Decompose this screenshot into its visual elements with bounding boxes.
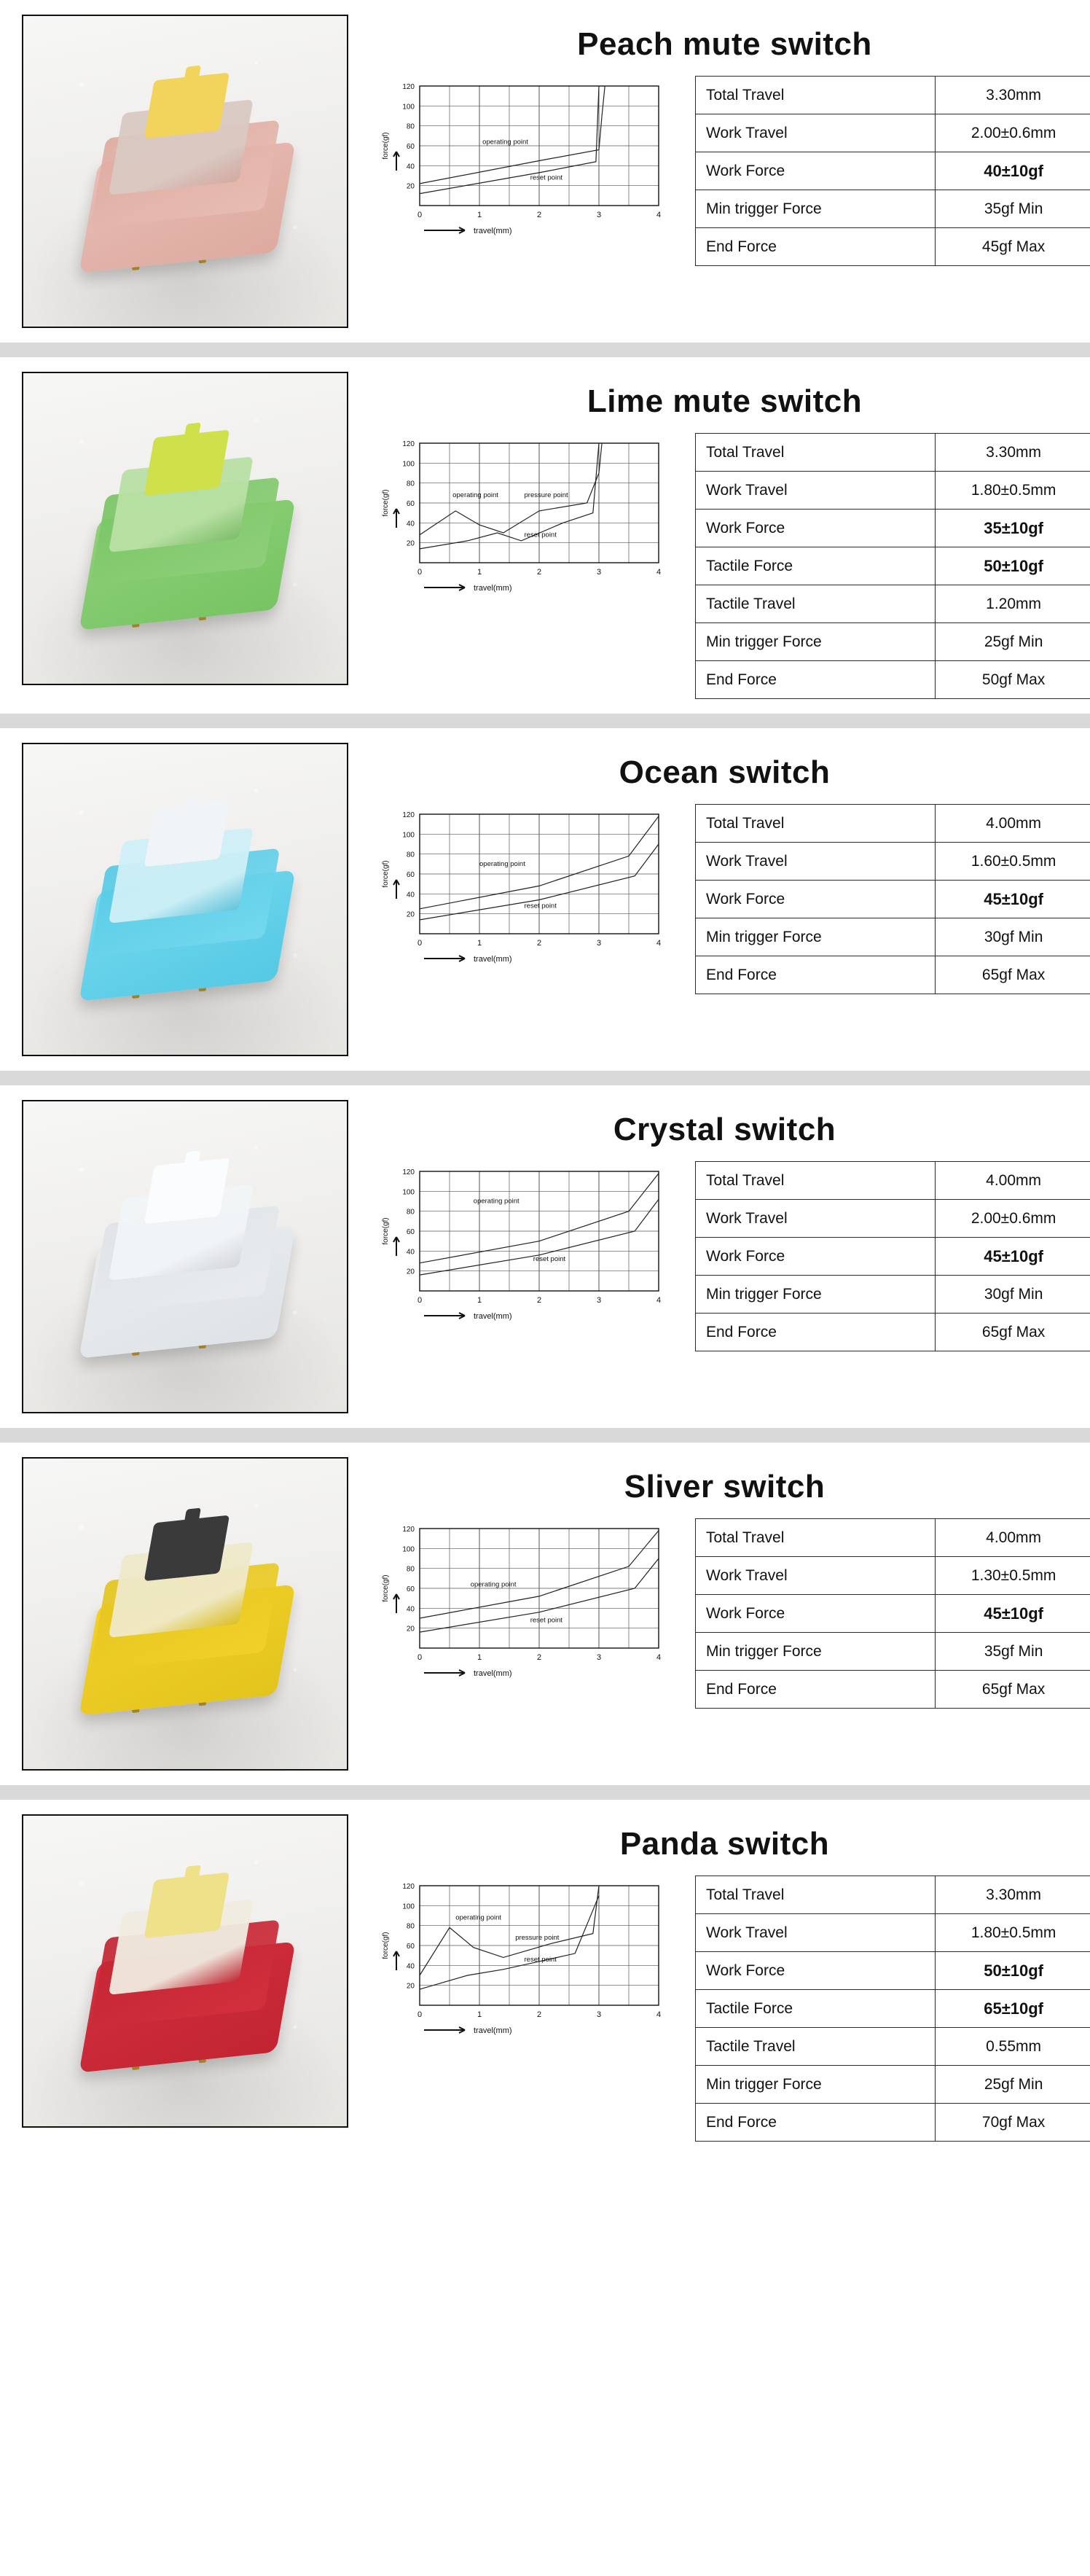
spec-value: 0.55mm xyxy=(936,2028,1090,2066)
svg-text:80: 80 xyxy=(406,851,415,859)
table-row xyxy=(696,472,1090,510)
spec-label: Work Travel xyxy=(696,472,936,510)
svg-text:40: 40 xyxy=(406,1962,415,1971)
table-row xyxy=(696,2066,1090,2104)
section-divider xyxy=(0,1428,1090,1443)
table-row xyxy=(696,956,1090,994)
spec-label: Work Travel xyxy=(696,1200,936,1238)
svg-text:force(gf): force(gf) xyxy=(382,489,390,517)
spec-value: 45±10gf xyxy=(936,881,1090,918)
spec-value: 45±10gf xyxy=(936,1238,1090,1276)
spec-label: Work Force xyxy=(696,881,936,918)
svg-text:reset point: reset point xyxy=(533,1255,566,1263)
spec-label: Min trigger Force xyxy=(696,918,936,956)
spec-label: Work Travel xyxy=(696,843,936,881)
svg-text:40: 40 xyxy=(406,163,415,171)
svg-text:4: 4 xyxy=(656,1653,662,1662)
spec-label: Work Force xyxy=(696,510,936,547)
svg-text:120: 120 xyxy=(402,1883,415,1891)
svg-text:20: 20 xyxy=(406,910,415,919)
svg-text:0: 0 xyxy=(417,2010,423,2019)
spec-label: End Force xyxy=(696,661,936,699)
spec-value: 4.00mm xyxy=(936,1162,1090,1200)
svg-text:2: 2 xyxy=(536,1653,542,1662)
svg-text:1: 1 xyxy=(477,568,482,577)
spec-value: 25gf Min xyxy=(936,623,1090,661)
svg-text:3: 3 xyxy=(596,1296,602,1305)
table-row xyxy=(696,1914,1090,1952)
svg-text:4: 4 xyxy=(656,2010,662,2019)
spec-value: 50±10gf xyxy=(936,1952,1090,1990)
svg-text:120: 120 xyxy=(402,811,415,819)
svg-text:reset point: reset point xyxy=(530,1616,563,1625)
svg-text:operating point: operating point xyxy=(470,1580,517,1589)
force-travel-chart-4 xyxy=(377,1518,669,1686)
svg-text:40: 40 xyxy=(406,891,415,899)
spec-value: 65gf Max xyxy=(936,1671,1090,1709)
table-row xyxy=(696,1557,1090,1595)
table-row xyxy=(696,77,1090,114)
spec-table xyxy=(695,1518,1090,1709)
table-row xyxy=(696,434,1090,472)
spec-value: 1.80±0.5mm xyxy=(936,1914,1090,1952)
section-divider xyxy=(0,1071,1090,1085)
spec-table xyxy=(695,1161,1090,1351)
svg-text:2: 2 xyxy=(536,1296,542,1305)
spec-label: Total Travel xyxy=(696,77,936,114)
switch-title: Lime mute switch xyxy=(587,383,863,419)
switch-section-ocean-switch xyxy=(0,728,1090,1071)
svg-text:force(gf): force(gf) xyxy=(382,132,390,160)
spec-value: 40±10gf xyxy=(936,152,1090,190)
force-travel-chart-1 xyxy=(377,433,669,601)
spec-value: 3.30mm xyxy=(936,434,1090,472)
table-row xyxy=(696,1519,1090,1557)
switch-illustration xyxy=(70,1141,310,1375)
svg-text:60: 60 xyxy=(406,1585,415,1593)
svg-text:120: 120 xyxy=(402,83,415,91)
svg-text:travel(mm): travel(mm) xyxy=(474,227,512,235)
svg-text:2: 2 xyxy=(536,211,542,219)
section-divider xyxy=(0,714,1090,728)
switch-section-panda-switch xyxy=(0,1800,1090,2156)
switch-title: Panda switch xyxy=(619,1826,830,1862)
spec-value: 1.30±0.5mm xyxy=(936,1557,1090,1595)
svg-text:operating point: operating point xyxy=(473,1197,519,1206)
svg-text:100: 100 xyxy=(402,1545,415,1554)
spec-value: 30gf Min xyxy=(936,1276,1090,1314)
svg-text:60: 60 xyxy=(406,500,415,508)
svg-text:40: 40 xyxy=(406,1605,415,1614)
table-row xyxy=(696,547,1090,585)
spec-table-container xyxy=(695,1161,1090,1351)
svg-text:1: 1 xyxy=(477,211,482,219)
spec-value: 3.30mm xyxy=(936,1876,1090,1914)
svg-text:80: 80 xyxy=(406,1565,415,1574)
spec-label: Min trigger Force xyxy=(696,1633,936,1671)
spec-value: 2.00±0.6mm xyxy=(936,1200,1090,1238)
switch-stem xyxy=(144,429,230,496)
svg-text:pressure point: pressure point xyxy=(515,1933,560,1942)
spec-label: Min trigger Force xyxy=(696,623,936,661)
svg-text:0: 0 xyxy=(417,211,423,219)
switch-photo-container-sliver-switch xyxy=(0,1443,357,1785)
svg-text:100: 100 xyxy=(402,103,415,112)
switch-title: Ocean switch xyxy=(619,754,831,790)
spec-value: 50±10gf xyxy=(936,547,1090,585)
spec-table xyxy=(695,804,1090,994)
switch-photo-container-ocean-switch xyxy=(0,728,357,1071)
table-row xyxy=(696,805,1090,843)
chart-container xyxy=(377,804,676,972)
spec-label: Tactile Travel xyxy=(696,585,936,623)
chart-container xyxy=(377,76,676,243)
svg-text:3: 3 xyxy=(596,1653,602,1662)
svg-text:reset point: reset point xyxy=(530,173,563,182)
table-row xyxy=(696,510,1090,547)
svg-text:operating point: operating point xyxy=(479,860,525,869)
switch-stem xyxy=(144,1872,230,1938)
switch-section-lime-mute-switch xyxy=(0,357,1090,714)
table-row xyxy=(696,1238,1090,1276)
svg-text:4: 4 xyxy=(656,211,662,219)
spec-label: End Force xyxy=(696,956,936,994)
table-row xyxy=(696,190,1090,228)
table-row xyxy=(696,1200,1090,1238)
switch-info-lime-mute-switch xyxy=(357,357,1090,714)
svg-text:force(gf): force(gf) xyxy=(382,1217,390,1245)
table-row xyxy=(696,585,1090,623)
spec-label: Tactile Travel xyxy=(696,2028,936,2066)
svg-text:operating point: operating point xyxy=(455,1913,502,1922)
spec-value: 1.60±0.5mm xyxy=(936,843,1090,881)
switch-photo-peach-mute-switch xyxy=(22,15,348,328)
spec-table-container xyxy=(695,804,1090,994)
spec-value: 1.80±0.5mm xyxy=(936,472,1090,510)
svg-text:40: 40 xyxy=(406,1248,415,1257)
table-row xyxy=(696,661,1090,699)
switch-photo-container-panda-switch xyxy=(0,1800,357,2142)
switch-illustration xyxy=(70,1499,310,1732)
spec-label: Work Travel xyxy=(696,1557,936,1595)
spec-label: Tactile Force xyxy=(696,547,936,585)
svg-text:0: 0 xyxy=(417,1296,423,1305)
spec-value: 3.30mm xyxy=(936,77,1090,114)
switch-photo-lime-mute-switch xyxy=(22,372,348,685)
table-row xyxy=(696,1595,1090,1633)
svg-text:0: 0 xyxy=(417,939,423,948)
spec-table xyxy=(695,76,1090,266)
spec-label: End Force xyxy=(696,1314,936,1351)
switch-illustration xyxy=(70,413,310,647)
table-row xyxy=(696,1276,1090,1314)
chart-container xyxy=(377,1518,676,1686)
switch-illustration xyxy=(70,784,310,1018)
switch-photo-container-crystal-switch xyxy=(0,1085,357,1428)
spec-label: Work Force xyxy=(696,1952,936,1990)
table-row xyxy=(696,1633,1090,1671)
svg-text:travel(mm): travel(mm) xyxy=(474,2026,512,2035)
table-row xyxy=(696,1314,1090,1351)
spec-value: 35±10gf xyxy=(936,510,1090,547)
svg-text:travel(mm): travel(mm) xyxy=(474,955,512,964)
svg-text:4: 4 xyxy=(656,939,662,948)
switch-photo-crystal-switch xyxy=(22,1100,348,1413)
svg-text:operating point: operating point xyxy=(482,138,528,147)
force-travel-chart-0 xyxy=(377,76,669,243)
spec-value: 50gf Max xyxy=(936,661,1090,699)
svg-text:20: 20 xyxy=(406,182,415,191)
switch-title: Sliver switch xyxy=(624,1469,826,1504)
switch-section-peach-mute-switch xyxy=(0,0,1090,343)
svg-text:80: 80 xyxy=(406,1208,415,1217)
svg-text:reset point: reset point xyxy=(524,902,557,910)
table-row xyxy=(696,228,1090,266)
section-divider xyxy=(0,343,1090,357)
switch-info-ocean-switch xyxy=(357,728,1090,1009)
force-travel-chart-3 xyxy=(377,1161,669,1329)
svg-text:100: 100 xyxy=(402,460,415,469)
spec-label: Min trigger Force xyxy=(696,190,936,228)
chart-container xyxy=(377,433,676,601)
svg-text:3: 3 xyxy=(596,2010,602,2019)
svg-text:4: 4 xyxy=(656,1296,662,1305)
spec-label: Min trigger Force xyxy=(696,2066,936,2104)
svg-text:2: 2 xyxy=(536,2010,542,2019)
svg-text:1: 1 xyxy=(477,939,482,948)
svg-text:60: 60 xyxy=(406,1943,415,1951)
svg-text:reset point: reset point xyxy=(524,531,557,539)
table-row xyxy=(696,1162,1090,1200)
switch-stem xyxy=(144,800,230,867)
spec-value: 45±10gf xyxy=(936,1595,1090,1633)
spec-table-container xyxy=(695,1876,1090,2142)
switch-info-crystal-switch xyxy=(357,1085,1090,1366)
spec-label: Tactile Force xyxy=(696,1990,936,2028)
spec-value: 4.00mm xyxy=(936,805,1090,843)
spec-value: 45gf Max xyxy=(936,228,1090,266)
spec-value: 65±10gf xyxy=(936,1990,1090,2028)
svg-text:3: 3 xyxy=(596,939,602,948)
svg-text:force(gf): force(gf) xyxy=(382,1574,390,1602)
table-row xyxy=(696,843,1090,881)
spec-label: Work Travel xyxy=(696,114,936,152)
spec-value: 65gf Max xyxy=(936,1314,1090,1351)
spec-value: 35gf Min xyxy=(936,190,1090,228)
svg-text:travel(mm): travel(mm) xyxy=(474,1312,512,1321)
spec-value: 70gf Max xyxy=(936,2104,1090,2142)
svg-text:reset point: reset point xyxy=(524,1955,557,1964)
svg-text:20: 20 xyxy=(406,1625,415,1634)
spec-table xyxy=(695,1876,1090,2142)
spec-label: Total Travel xyxy=(696,1162,936,1200)
switch-stem xyxy=(144,1515,230,1581)
svg-text:travel(mm): travel(mm) xyxy=(474,584,512,593)
spec-value: 1.20mm xyxy=(936,585,1090,623)
switch-photo-ocean-switch xyxy=(22,743,348,1056)
table-row xyxy=(696,2028,1090,2066)
svg-text:3: 3 xyxy=(596,568,602,577)
switch-illustration xyxy=(70,1856,310,2089)
switch-title: Peach mute switch xyxy=(577,26,872,62)
svg-text:80: 80 xyxy=(406,122,415,131)
table-row xyxy=(696,114,1090,152)
svg-text:80: 80 xyxy=(406,1922,415,1931)
switch-info-sliver-switch xyxy=(357,1443,1090,1723)
svg-text:pressure point: pressure point xyxy=(524,491,568,499)
switch-title: Crystal switch xyxy=(613,1112,836,1147)
spec-label: End Force xyxy=(696,1671,936,1709)
svg-text:force(gf): force(gf) xyxy=(382,1932,390,1959)
svg-text:60: 60 xyxy=(406,1228,415,1236)
table-row xyxy=(696,152,1090,190)
spec-label: Total Travel xyxy=(696,1519,936,1557)
table-row xyxy=(696,1990,1090,2028)
chart-container xyxy=(377,1876,676,2043)
section-divider xyxy=(0,1785,1090,1800)
svg-text:1: 1 xyxy=(477,1653,482,1662)
table-row xyxy=(696,1952,1090,1990)
svg-text:60: 60 xyxy=(406,143,415,151)
spec-table-container xyxy=(695,76,1090,266)
svg-text:operating point: operating point xyxy=(452,491,498,499)
svg-text:120: 120 xyxy=(402,1526,415,1534)
spec-label: Work Force xyxy=(696,152,936,190)
svg-text:20: 20 xyxy=(406,1268,415,1276)
svg-text:0: 0 xyxy=(417,1653,423,1662)
spec-value: 4.00mm xyxy=(936,1519,1090,1557)
table-row xyxy=(696,1876,1090,1914)
switch-section-sliver-switch xyxy=(0,1443,1090,1785)
svg-text:20: 20 xyxy=(406,1982,415,1991)
svg-text:3: 3 xyxy=(596,211,602,219)
table-row xyxy=(696,1671,1090,1709)
spec-label: Total Travel xyxy=(696,1876,936,1914)
switch-section-crystal-switch xyxy=(0,1085,1090,1428)
svg-text:0: 0 xyxy=(417,568,423,577)
svg-text:80: 80 xyxy=(406,480,415,488)
svg-text:4: 4 xyxy=(656,568,662,577)
svg-text:100: 100 xyxy=(402,1188,415,1197)
switch-photo-panda-switch xyxy=(22,1814,348,2128)
switch-photo-container-peach-mute-switch xyxy=(0,0,357,343)
svg-text:60: 60 xyxy=(406,871,415,879)
svg-text:2: 2 xyxy=(536,939,542,948)
svg-text:100: 100 xyxy=(402,1902,415,1911)
switch-info-panda-switch xyxy=(357,1800,1090,2156)
table-row xyxy=(696,918,1090,956)
svg-text:force(gf): force(gf) xyxy=(382,860,390,888)
table-row xyxy=(696,623,1090,661)
switch-photo-container-lime-mute-switch xyxy=(0,357,357,700)
spec-table-container xyxy=(695,1518,1090,1709)
spec-table xyxy=(695,433,1090,699)
switch-stem xyxy=(144,72,230,138)
switch-stem xyxy=(144,1158,230,1224)
svg-text:2: 2 xyxy=(536,568,542,577)
spec-value: 35gf Min xyxy=(936,1633,1090,1671)
svg-text:1: 1 xyxy=(477,2010,482,2019)
spec-value: 65gf Max xyxy=(936,956,1090,994)
svg-text:20: 20 xyxy=(406,539,415,548)
force-travel-chart-5 xyxy=(377,1876,669,2043)
spec-label: End Force xyxy=(696,2104,936,2142)
spec-label: Total Travel xyxy=(696,434,936,472)
spec-label: Work Force xyxy=(696,1595,936,1633)
svg-text:120: 120 xyxy=(402,440,415,448)
svg-text:100: 100 xyxy=(402,831,415,840)
spec-value: 25gf Min xyxy=(936,2066,1090,2104)
svg-text:travel(mm): travel(mm) xyxy=(474,1669,512,1678)
switch-info-peach-mute-switch xyxy=(357,0,1090,281)
switch-illustration xyxy=(70,56,310,289)
spec-label: Total Travel xyxy=(696,805,936,843)
chart-container xyxy=(377,1161,676,1329)
force-travel-chart-2 xyxy=(377,804,669,972)
table-row xyxy=(696,2104,1090,2142)
spec-value: 2.00±0.6mm xyxy=(936,114,1090,152)
spec-value: 30gf Min xyxy=(936,918,1090,956)
spec-label: Work Force xyxy=(696,1238,936,1276)
svg-text:40: 40 xyxy=(406,520,415,528)
switch-photo-sliver-switch xyxy=(22,1457,348,1771)
spec-label: End Force xyxy=(696,228,936,266)
spec-label: Work Travel xyxy=(696,1914,936,1952)
spec-table-container xyxy=(695,433,1090,699)
spec-label: Min trigger Force xyxy=(696,1276,936,1314)
svg-text:120: 120 xyxy=(402,1168,415,1176)
svg-text:1: 1 xyxy=(477,1296,482,1305)
table-row xyxy=(696,881,1090,918)
